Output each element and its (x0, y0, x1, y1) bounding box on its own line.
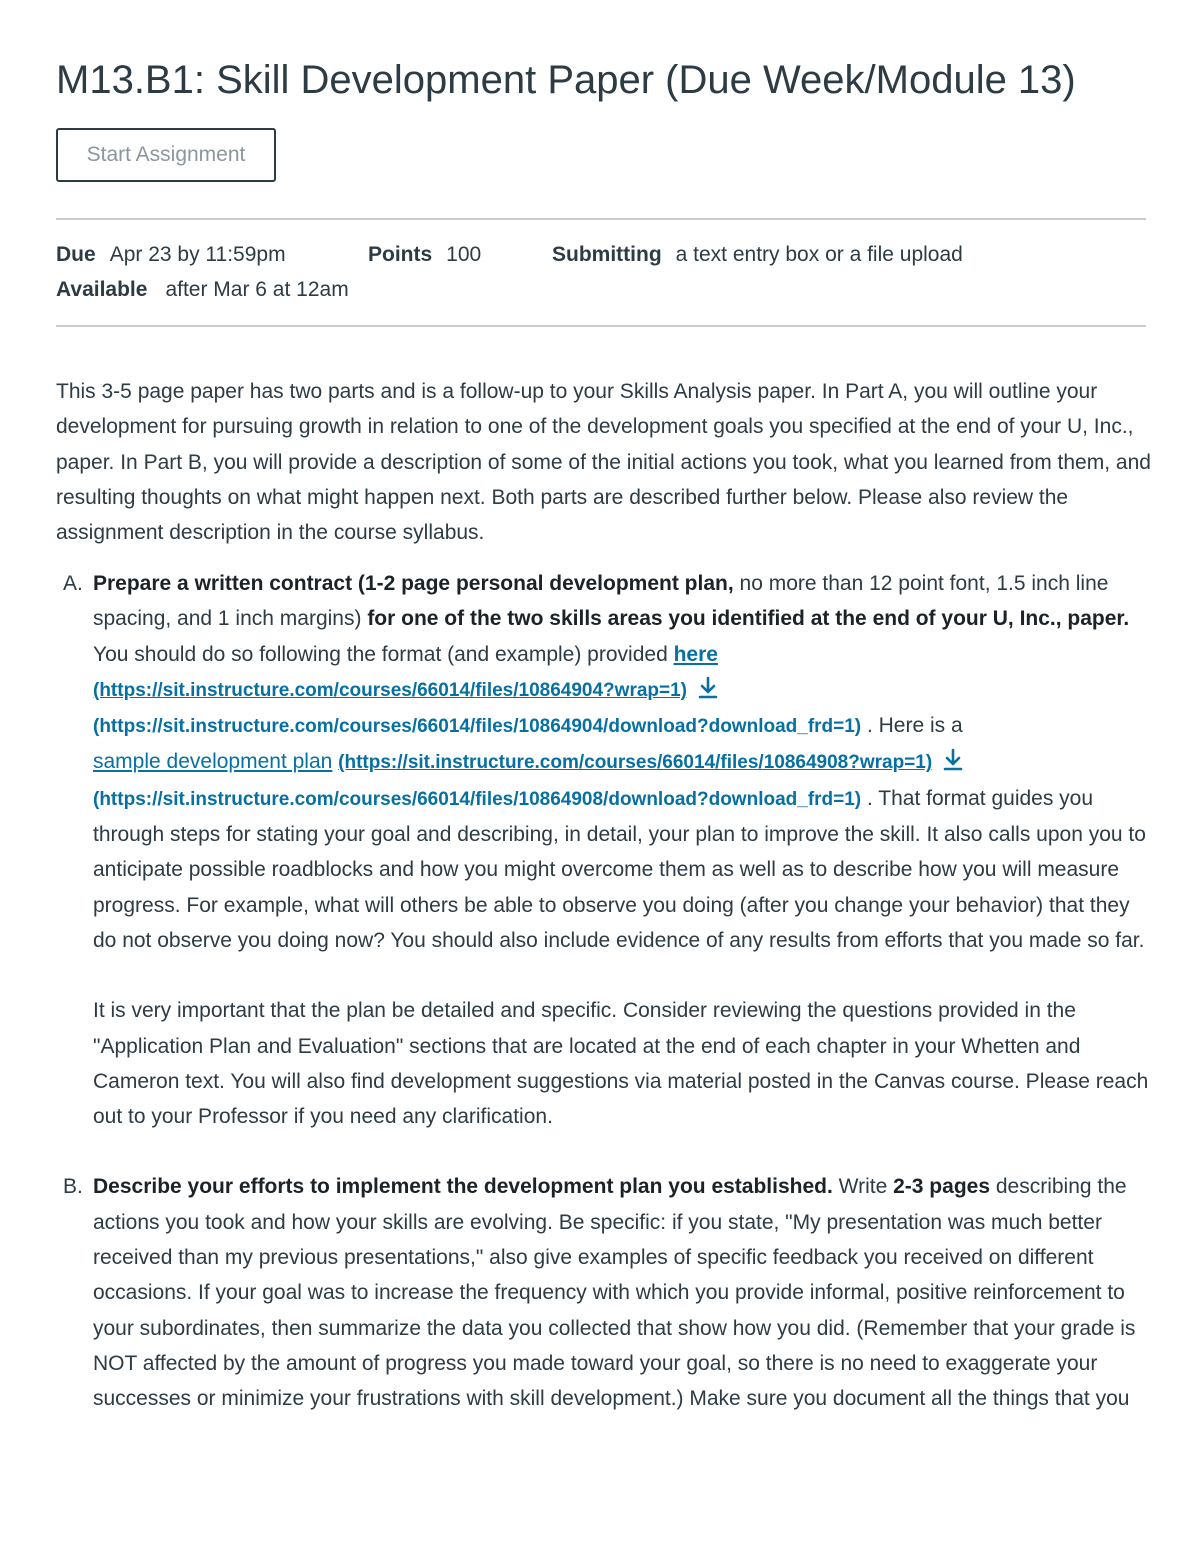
list-marker-b: B. (63, 1175, 83, 1199)
part-b-bold-1: Describe your efforts to implement the development plan you established. (93, 1175, 833, 1199)
intro-paragraph: This 3-5 page paper has two parts and is a follow-up to your Skills Analysis paper. In Part A, you will outline your development for pursuing growth in relation to one of the development goals you specified at the end of your U, Inc., paper. In Part B, you will provide a description of some of the initial actions you took, what you learned from them, and resulting thoughts on what might happen next. Both parts are described further below. Please also review the assignment description in the course syllabus. (56, 380, 1151, 545)
submitting-value: a text entry box or a file upload (675, 243, 963, 266)
page-title: M13.B1: Skill Development Paper (Due Week/Module 13) (56, 58, 1076, 102)
available-label: Available (56, 278, 148, 301)
download-icon (942, 748, 964, 772)
points-label: Points (368, 243, 433, 266)
here-link-url[interactable]: (https://sit.instructure.com/courses/66014/files/10864904?wrap=1) (93, 679, 688, 701)
part-b-bold-2: 2-3 pages (893, 1175, 991, 1199)
sample-plan-download-url[interactable]: (https://sit.instructure.com/courses/66014/files/10864908/download?download_frd=1) (93, 788, 862, 810)
available-detail (56, 278, 349, 302)
sample-plan-link-url[interactable]: (https://sit.instructure.com/courses/66014/files/10864908?wrap=1) (338, 752, 933, 774)
part-a-text-3: . Here is a (861, 714, 963, 738)
part-b-text-2: describing the actions you took and how your skills are evolving. Be specific: if you state, "My presentation was much better received than my previous presentations," also give examples of specific feedback you received on different occasions. If your goal was to increase the frequency with which you provide informal, positive reinforcement to your subordinates, then summarize the data you collected that show how you did. (Remember that your grade is NOT affected by the amount of progress you made toward your goal, so there is no need to exaggerate your successes or minimize your frustrations with skill development.) Make sure you document all the things that you (93, 1175, 1136, 1411)
due-label: Due (56, 243, 96, 266)
part-a-paragraph-1 (93, 566, 1151, 958)
submitting-detail (552, 243, 963, 267)
divider-bottom (56, 325, 1146, 327)
submitting-label: Submitting (552, 243, 662, 266)
part-a-paragraph-2: It is very important that the plan be detailed and specific. Consider reviewing the questions provided in the "Application Plan and Evaluation" sections that are located at the end of each chapter in your Whetten and Cameron text. You will also find development suggestions via material posted in the Canvas course. Please reach out to your Professor if you need any clarification. (93, 999, 1149, 1129)
divider-top (56, 218, 1146, 220)
available-value: after Mar 6 at 12am (165, 278, 349, 301)
part-b-text-1: Write (832, 1175, 894, 1199)
download-icon (697, 676, 719, 700)
start-assignment-button[interactable]: Start Assignment (56, 128, 276, 182)
part-a-bold-2: for one of the two skills areas you identified at the end of your U, Inc., paper. (367, 607, 1130, 631)
list-marker-a: A. (63, 572, 83, 595)
part-a-text-4: . That format guides you through steps for stating your goal and describing, in detail, your plan to improve the skill. It also calls upon you to anticipate possible roadblocks and how you might overcome them as well as to describe how you will measure progress. For example, what will others be able to observe you doing (after you change your behavior) that they do not observe you doing now? You should also include evidence of any results from efforts that you made so far. (93, 786, 1146, 952)
here-download-url[interactable]: (https://sit.instructure.com/courses/66014/files/10864904/download?download_frd=1) (93, 716, 862, 738)
points-value: 100 (446, 243, 482, 266)
due-value: Apr 23 by 11:59pm (109, 243, 286, 266)
part-a-text-2: You should do so following the format (and example) provided (93, 642, 674, 666)
instructions-list (56, 566, 1151, 1417)
here-link[interactable]: here (673, 642, 718, 666)
here-download-link[interactable] (687, 678, 719, 701)
sample-plan-download-link[interactable] (932, 750, 964, 773)
list-item-part-a (56, 566, 1151, 1134)
part-b-paragraph (93, 1169, 1151, 1416)
due-detail (56, 243, 286, 267)
sample-plan-link[interactable]: sample development plan (93, 750, 333, 774)
part-a-bold-1: Prepare a written contract (1-2 page personal development plan, (93, 572, 734, 595)
points-detail (368, 243, 481, 267)
part-a-text-1: no more than 12 point font, 1.5 inch line spacing, and 1 inch margins) (93, 572, 1109, 631)
list-item-part-b (56, 1169, 1151, 1416)
